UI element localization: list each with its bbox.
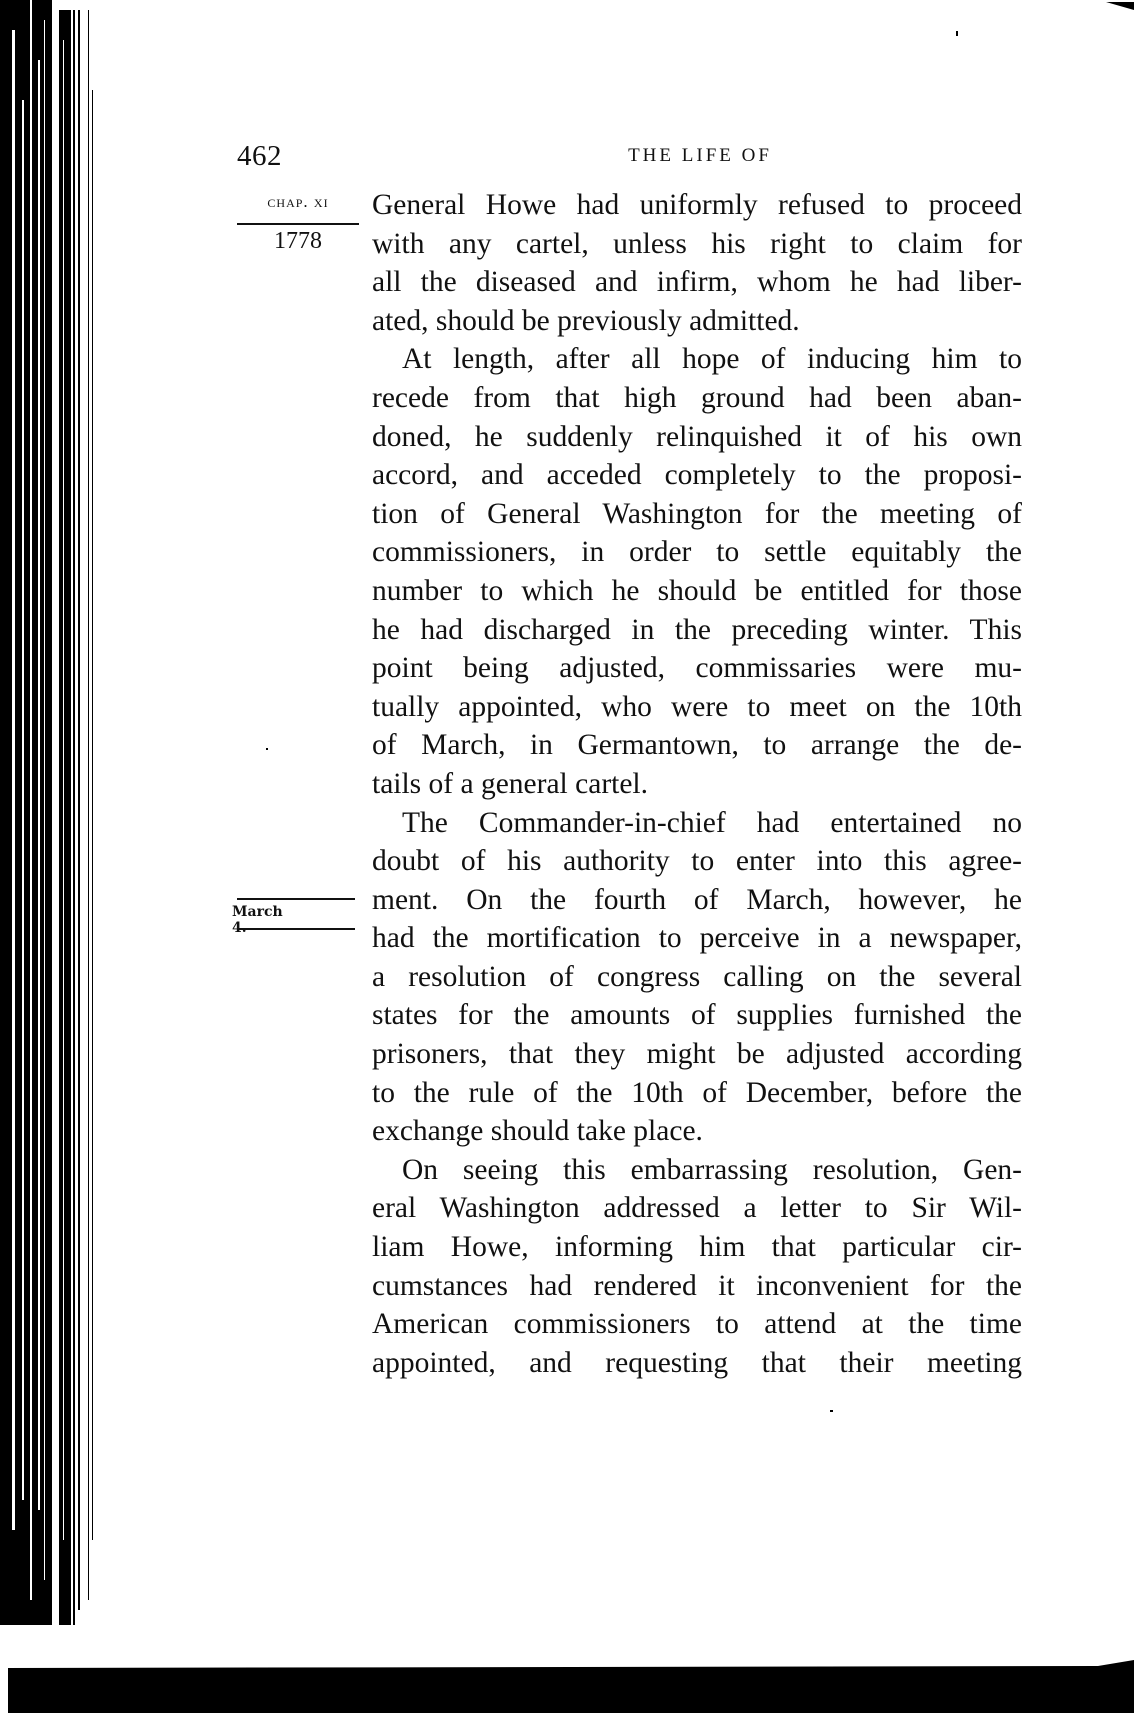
text-line: recede from that high ground had been aban- [372,381,1022,414]
page-number: 462 [237,140,282,172]
margin-note-year: 1778 [274,228,322,254]
text-line: had the mortification to perceive in a newspaper, [372,922,1022,955]
text-line: cumstances had rendered it inconvenient for the [372,1269,1022,1302]
scan-binding-edge [0,0,95,1625]
text-line: a resolution of congress calling on the several [372,960,1022,993]
text-line: of March, in Germantown, to arrange the de- [372,729,1022,762]
scan-speck [830,1410,833,1412]
paragraph [372,1151,1022,1383]
text-line: commissioners, in order to settle equitably the [372,536,1022,569]
text-line: to the rule of the 10th of December, before the [372,1076,1022,1109]
paragraph [372,340,1022,803]
text-line: General Howe had uniformly refused to proceed [372,189,1022,221]
text-line: The Commander-in-chief had entertained no [402,806,1022,839]
scan-speck [266,748,268,750]
text-line: ment. On the fourth of March, however, he [372,883,1022,916]
text-line: states for the amounts of supplies furnished the [372,999,1022,1032]
text-line: appointed, and requesting that their meeting [372,1346,1022,1379]
text-line: number to which he should be entitled for those [372,574,1022,607]
text-line: all the diseased and infirm, whom he had liber- [372,266,1022,299]
scan-corner-mark [1106,0,1134,12]
scan-bottom-edge [8,1660,1134,1713]
margin-note-date: March 4. [232,904,283,936]
margin-rule [237,223,359,225]
text-line: doubt of his authority to enter into this agree- [372,845,1022,878]
text-line: tually appointed, who were to meet on the 10th [372,690,1022,723]
text-line: American commissioners to attend at the time [372,1308,1022,1341]
paragraph [372,186,1022,340]
text-line: ated, should be previously admitted. [372,304,800,337]
scan-speck [956,31,958,36]
paragraph [372,804,1022,1151]
text-line: eral Washington addressed a letter to Sir Wil- [372,1192,1022,1225]
body-text [372,186,1022,1382]
text-line: exchange should take place. [372,1115,703,1148]
text-line: with any cartel, unless his right to claim for [372,227,1022,260]
text-line: On seeing this embarrassing resolution, Gen- [402,1153,1022,1186]
text-line: tails of a general cartel. [372,767,649,800]
margin-rule [237,898,355,900]
text-line: doned, he suddenly relinquished it of his own [372,420,1022,453]
text-line: point being adjusted, commissaries were mu- [372,652,1022,685]
margin-note-chapter: chap. xi [267,192,329,211]
text-line: At length, after all hope of inducing him to [402,343,1022,376]
text-line: prisoners, that they might be adjusted according [372,1038,1022,1071]
text-line: accord, and acceded completely to the proposi- [372,459,1022,492]
margin-rule [237,928,355,930]
running-head: THE LIFE OF [628,145,772,166]
text-line: tion of General Washington for the meeting of [372,497,1022,530]
text-line: liam Howe, informing him that particular cir- [372,1231,1022,1264]
text-line: he had discharged in the preceding winter. This [372,613,1022,646]
